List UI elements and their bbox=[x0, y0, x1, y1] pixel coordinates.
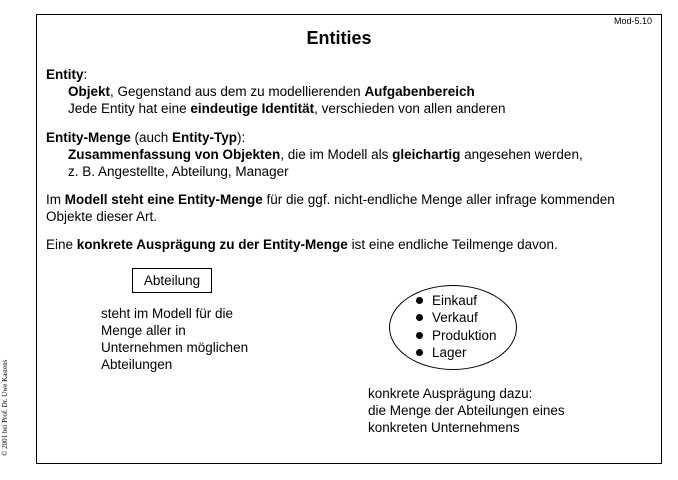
set-item: Verkauf bbox=[432, 310, 478, 325]
box-caption-line: Menge aller in bbox=[101, 323, 186, 338]
set-caption-line: konkrete Ausprägung dazu: bbox=[368, 386, 533, 401]
box-caption-line: Unternehmen möglichen bbox=[101, 340, 249, 355]
model-paragraph-line1: Im Modell steht eine Entity-Menge für die ggf. nicht-endliche Menge aller infrage kommenden bbox=[46, 192, 615, 207]
entity-definition: Objekt, Gegenstand aus dem zu modellierenden Aufgabenbereich bbox=[68, 84, 475, 99]
entity-identity: Jede Entity hat eine eindeutige Identität, verschieden von allen anderen bbox=[68, 101, 506, 116]
set-caption-line: die Menge der Abteilungen eines bbox=[368, 403, 565, 418]
bullet-icon bbox=[416, 314, 423, 321]
entity-heading: Entity: bbox=[46, 67, 88, 82]
set-item: Einkauf bbox=[432, 293, 478, 308]
slide-id: Mod-5.10 bbox=[613, 16, 652, 26]
bullet-icon bbox=[416, 349, 423, 356]
entity-set-box: Abteilung bbox=[132, 268, 212, 293]
bullet-icon bbox=[416, 332, 423, 339]
box-caption-line: steht im Modell für die bbox=[101, 306, 234, 321]
entity-menge-heading: Entity-Menge (auch Entity-Typ): bbox=[46, 130, 246, 145]
set-caption-line: konkreten Unternehmens bbox=[368, 420, 520, 435]
copyright-note: © 2001 bei Prof. Dr. Uwe Kastens bbox=[1, 359, 9, 456]
entity-menge-definition: Zusammenfassung von Objekten, die im Modell als gleichartig angesehen werden, bbox=[68, 147, 583, 162]
set-item: Lager bbox=[432, 345, 467, 360]
set-item: Produktion bbox=[432, 328, 497, 343]
entity-menge-examples: z. B. Angestellte, Abteilung, Manager bbox=[68, 164, 289, 179]
box-caption-line: Abteilungen bbox=[101, 357, 173, 372]
model-paragraph-line2: Objekte dieser Art. bbox=[46, 209, 158, 224]
concrete-paragraph: Eine konkrete Ausprägung zu der Entity-Menge ist eine endliche Teilmenge davon. bbox=[46, 237, 558, 252]
bullet-icon bbox=[416, 297, 423, 304]
page-title: Entities bbox=[306, 28, 372, 48]
